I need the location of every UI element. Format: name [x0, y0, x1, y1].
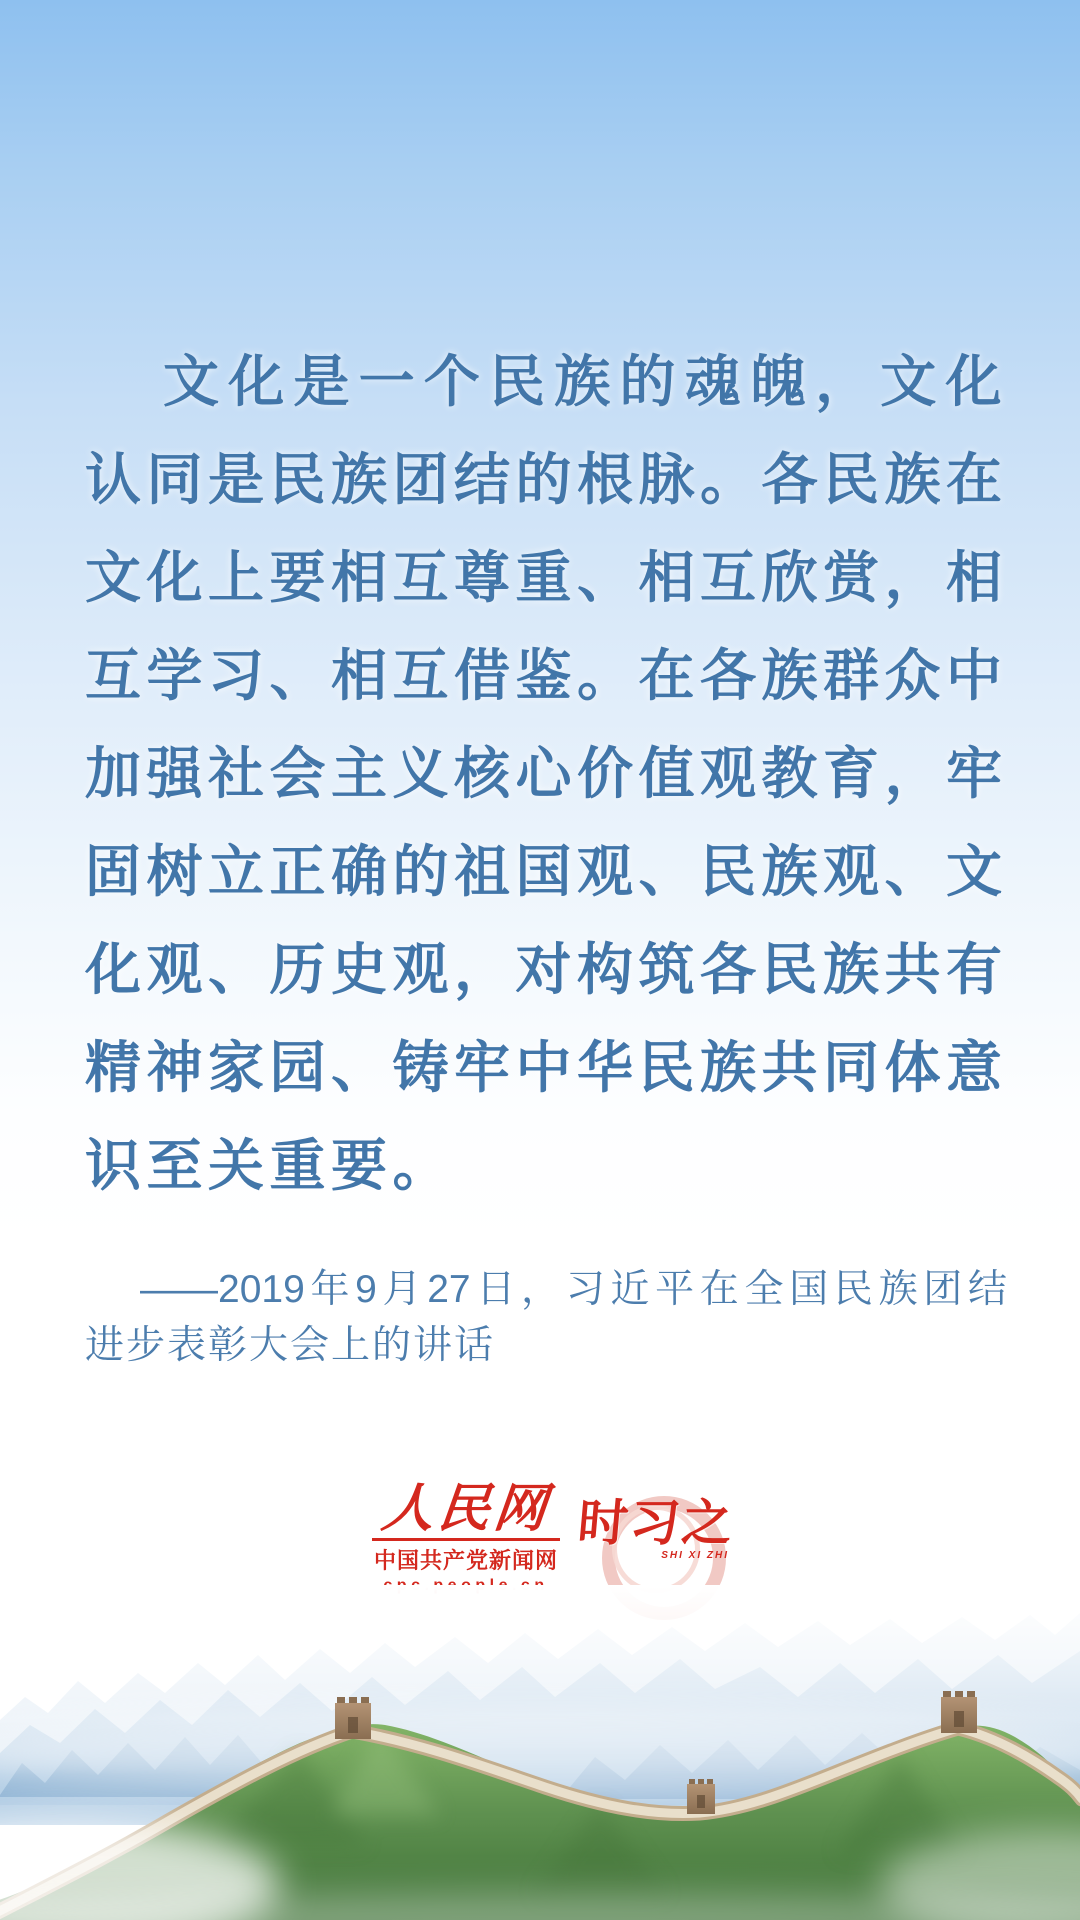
quote-line: 认同是民族团结的根脉。各民族在	[85, 448, 1008, 511]
attribution-line: 进步表彰大会上的讲话	[85, 1324, 496, 1367]
quote-line: 识至关重要。	[85, 1134, 454, 1197]
quote-line: 固树立正确的祖国观、民族观、文	[85, 840, 1008, 903]
quote-line: 加强社会主义核心价值观教育，牢	[85, 742, 1008, 805]
quote-line: 文化是一个民族的魂魄，文化	[163, 350, 1007, 413]
peoples-daily-script-wordmark: 人民网	[378, 1478, 554, 1539]
attribution-line: ——2019年9月27日，习近平在全国民族团结	[140, 1268, 1007, 1311]
cpc-news-wordmark: 中国共产党新闻网	[373, 1548, 558, 1573]
quote-line: 化观、历史观，对构筑各民族共有	[85, 938, 1008, 1001]
quote-line: 互学习、相互借鉴。在各族群众中	[85, 644, 1008, 707]
watchtower	[941, 1691, 977, 1733]
shixizhi-logo	[575, 1482, 737, 1602]
quote-line: 精神家园、铸牢中华民族共同体意	[85, 1036, 1008, 1099]
watchtower	[335, 1697, 371, 1739]
shixizhi-pinyin: SHI XI ZHI	[661, 1550, 729, 1561]
peoples-daily-logo	[370, 1478, 562, 1595]
shixizhi-wordmark: 时习之	[575, 1495, 737, 1551]
great-wall-landscape	[0, 1585, 1080, 1920]
quote-block	[85, 333, 1007, 1215]
watchtower	[687, 1779, 715, 1814]
quote-line: 文化上要相互尊重、相互欣赏，相	[85, 546, 1008, 609]
attribution	[85, 1262, 1007, 1374]
